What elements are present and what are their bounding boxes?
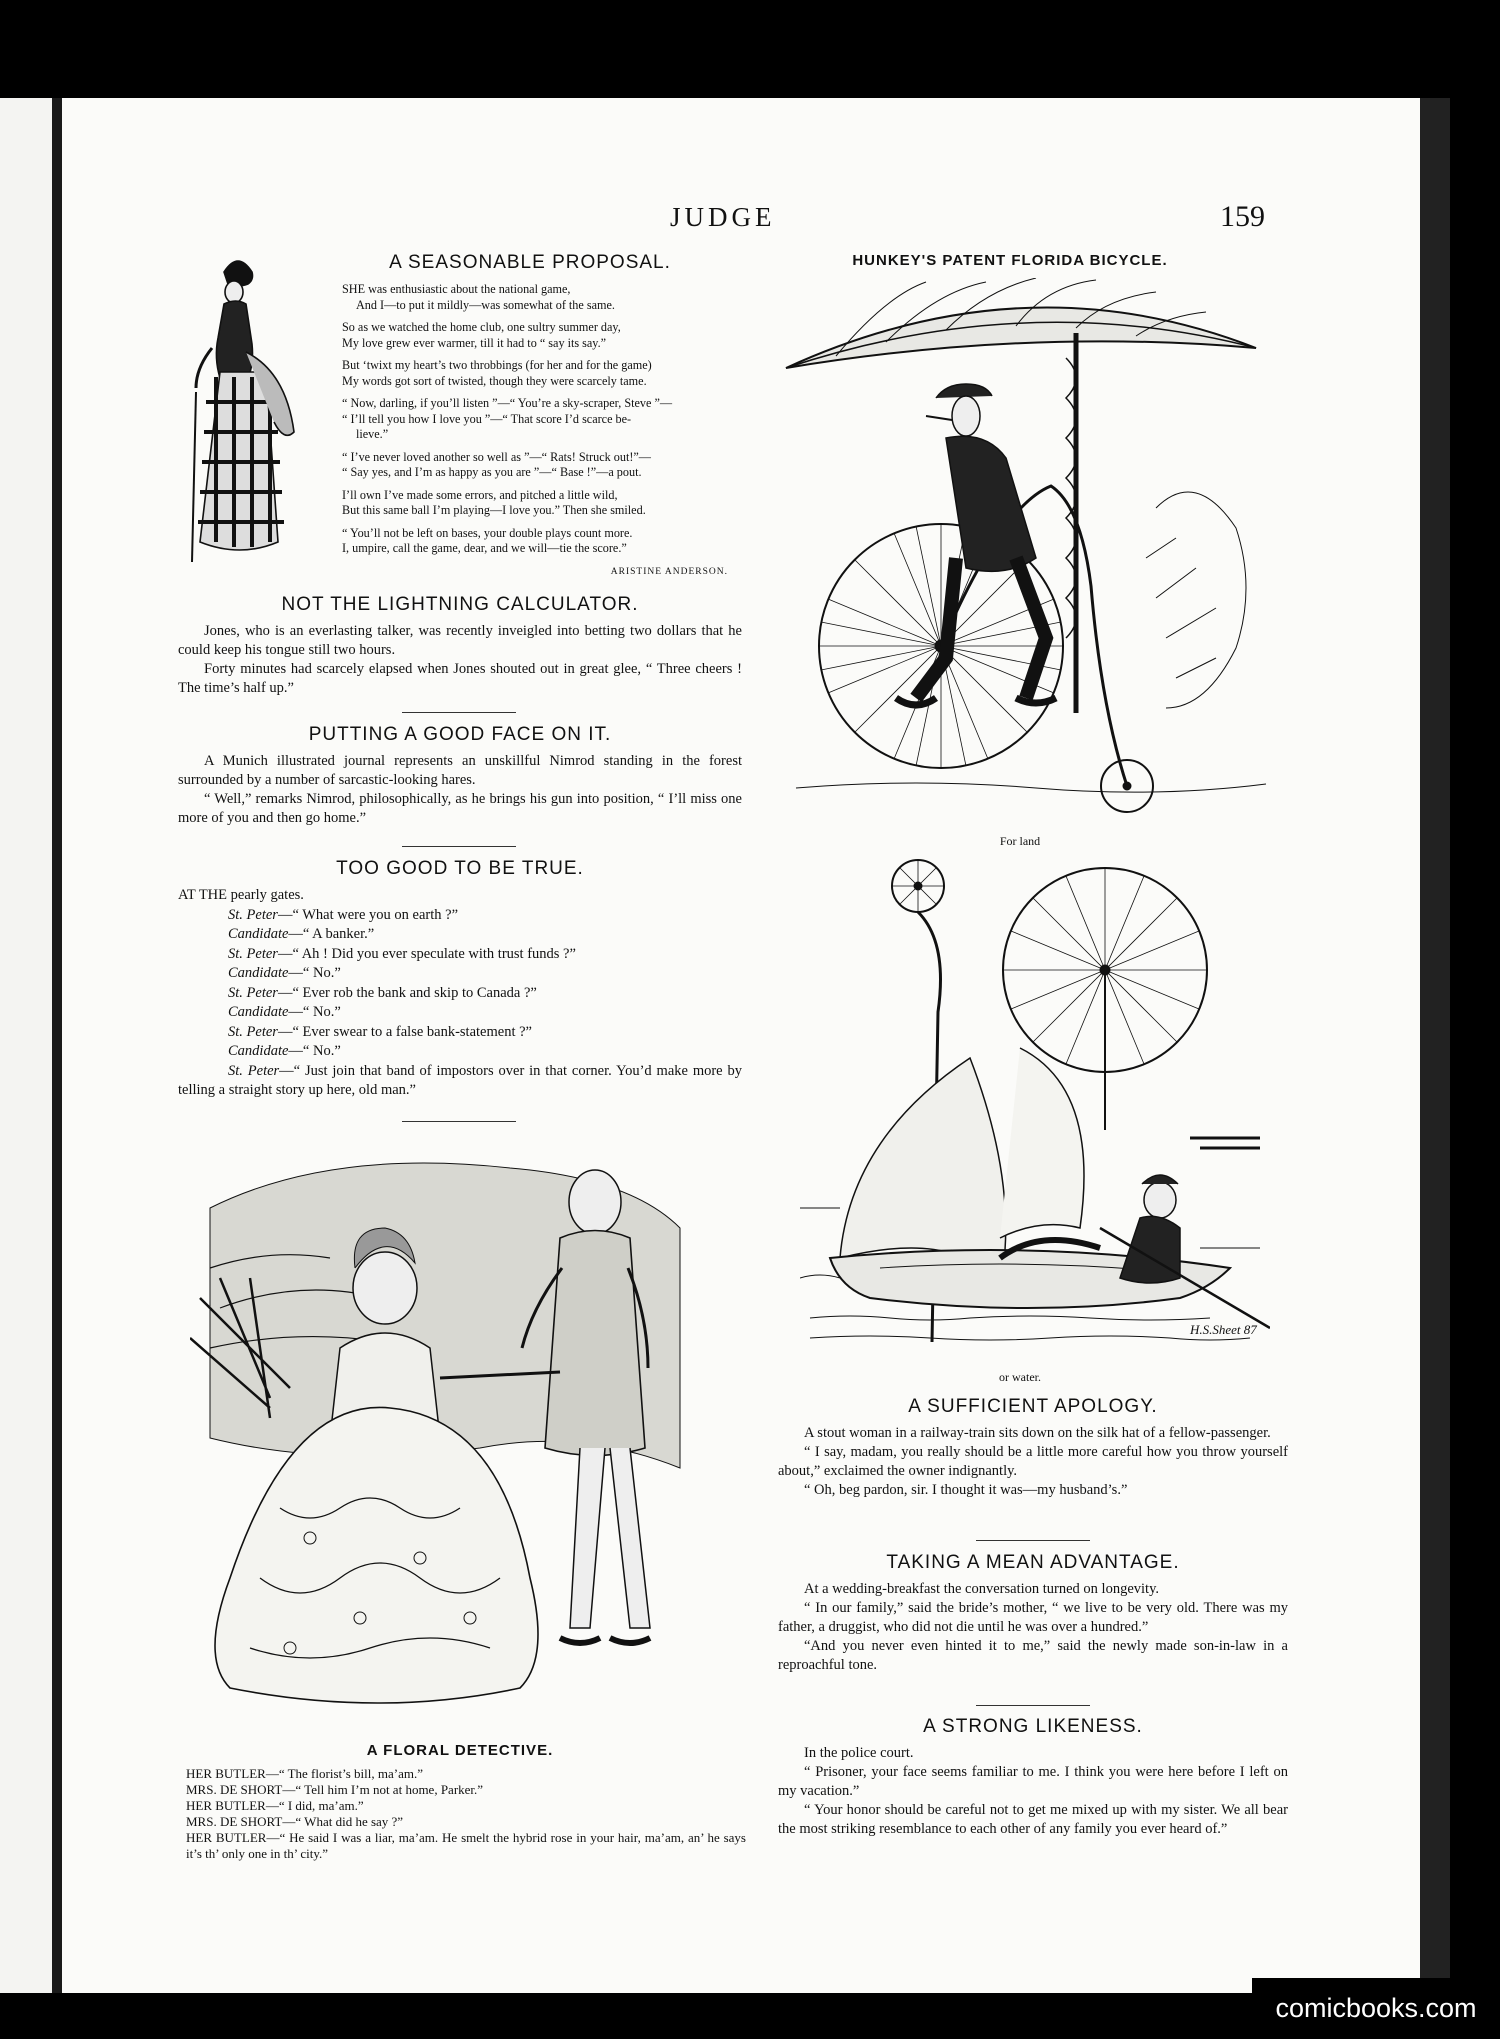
paragraph: “ In our family,” said the bride’s mother, “ we live to be very old. There was my father, a druggist, who did not die until he was over a hundred.”	[778, 1600, 1288, 1635]
poem-line: And I—to put it mildly—was somewhat of the same.	[356, 297, 615, 312]
poem-line: But this same ball I’m playing—I love you.” Then she smiled.	[342, 503, 646, 517]
poem-line: I, umpire, call the game, dear, and we will—tie the score.”	[342, 541, 627, 555]
poem-line: SHE was enthusiastic about the national game,	[342, 282, 571, 296]
dialog-line: MRS. DE SHORT—“ What did he say ?”	[186, 1814, 404, 1829]
dialog-line: Candidate—“ No.”	[228, 1004, 341, 1020]
page-gutter	[52, 98, 62, 1993]
poem-line: I’ll own I’ve made some errors, and pitched a little wild,	[342, 487, 618, 502]
paragraph: In the police court.	[804, 1745, 914, 1761]
caption-land: For land	[999, 834, 1041, 848]
divider	[402, 1121, 516, 1122]
toogood-intro: AT THE pearly gates.	[178, 887, 304, 903]
poem-line: “ You’ll not be left on bases, your double plays count more.	[342, 525, 633, 540]
divider	[976, 1705, 1090, 1706]
likeness-body	[778, 1744, 1288, 1839]
likeness-title: A STRONG LIKENESS.	[923, 1716, 1143, 1737]
masthead: JUDGE	[670, 202, 776, 232]
apology-title: A SUFFICIENT APOLOGY.	[908, 1396, 1158, 1417]
artist-signature: H.S.Sheet 87	[1190, 1322, 1257, 1337]
dialog-line: St. Peter—“ Just join that band of impostors over in that corner. You’d make more by telling a straight story up here, old man.”	[178, 1062, 742, 1098]
mean-body	[778, 1580, 1288, 1675]
bicycle-title: HUNKEY'S PATENT FLORIDA BICYCLE.	[852, 252, 1168, 269]
water-bicycle-illustration	[800, 858, 1270, 1358]
poem-line: “ Say yes, and I’m as happy as you are ”—“ Base !”—a pout.	[342, 465, 642, 479]
stanza	[342, 488, 732, 519]
proposal-author: ARISTINE ANDERSON.	[610, 567, 728, 577]
dialog-line: Candidate—“ A banker.”	[228, 926, 375, 942]
lightning-body	[178, 622, 742, 698]
stanza	[342, 320, 732, 351]
poem-line: “ Now, darling, if you’ll listen ”—“ You’re a sky-scraper, Steve ”—	[342, 396, 673, 410]
paragraph: “ I say, madam, you really should be a little more careful how you throw yourself about,” exclaimed the owner indignantly.	[778, 1444, 1288, 1479]
paragraph: A Munich illustrated journal represents an unskillful Nimrod standing in the forest surrounded by a number of sarcastic-looking hares.	[178, 753, 742, 788]
dialog-line: St. Peter—“ What were you on earth ?”	[228, 906, 459, 923]
poem-line: So as we watched the home club, one sultry summer day,	[342, 320, 621, 334]
divider	[976, 1540, 1090, 1541]
woman-illustration	[176, 252, 316, 572]
poem-line: My words got sort of twisted, though they were scarcely tame.	[342, 373, 647, 388]
dialog-line: St. Peter—“ Ah ! Did you ever speculate with trust funds ?”	[228, 945, 576, 962]
paragraph: “ Your honor should be careful not to get me mixed up with my sister. We all bear the most striking resemblance to each other of any family you ever heard of.”	[778, 1802, 1288, 1837]
mean-title: TAKING A MEAN ADVANTAGE.	[886, 1552, 1180, 1573]
poem-line: But ‘twixt my heart’s two throbbings (for her and for the game)	[342, 358, 652, 372]
dialog-line: HER BUTLER—“ He said I was a liar, ma’am. He smelt the hybrid rose in your hair, ma’am, an’ he says it’s th’ only one in th’ city.”	[186, 1830, 746, 1861]
paragraph: Jones, who is an everlasting talker, was recently inveigled into betting two dollars that he could keep his tongue still two hours.	[178, 623, 742, 658]
apology-body	[778, 1424, 1288, 1500]
toogood-body	[178, 886, 742, 1100]
paragraph: At a wedding-breakfast the conversation turned on longevity.	[804, 1581, 1160, 1597]
poem-line: “ I’ll tell you how I love you ”—“ That score I’d scarce be-	[342, 411, 632, 426]
paragraph: “ Prisoner, your face seems familiar to me. I think you were here before I left on my vacation.”	[778, 1764, 1288, 1799]
stanza	[342, 526, 732, 557]
floral-detective-illustration	[190, 1148, 730, 1738]
dialog-line: Candidate—“ No.”	[228, 965, 341, 981]
goodface-title: PUTTING A GOOD FACE ON IT.	[308, 724, 612, 745]
paragraph: “And you never even hinted it to me,” said the newly made son-in-law in a reproachful tone.	[778, 1638, 1288, 1673]
proposal-title: A SEASONABLE PROPOSAL.	[389, 252, 671, 273]
poem-line: lieve.”	[356, 427, 389, 441]
divider	[402, 846, 516, 847]
paragraph: Forty minutes had scarcely elapsed when Jones shouted out in great glee, “ Three cheers ! The time’s half up.”	[178, 661, 742, 696]
stanza	[342, 282, 732, 313]
dialog-line: St. Peter—“ Ever swear to a false bank-statement ?”	[228, 1023, 532, 1040]
previous-page-edge	[0, 98, 52, 1993]
poem-line: “ I’ve never loved another so well as ”—“ Rats! Struck out!”—	[342, 449, 651, 464]
page-right-edge	[1420, 98, 1450, 1993]
floral-dialog	[186, 1766, 746, 1862]
dialog-line: Candidate—“ No.”	[228, 1043, 341, 1059]
poem-line: My love grew ever warmer, till it had to “ say its say.”	[342, 335, 607, 350]
stanza	[342, 358, 732, 389]
land-bicycle-illustration	[776, 278, 1276, 818]
site-watermark[interactable]: comicbooks.com	[1252, 1978, 1500, 2039]
toogood-title: TOO GOOD TO BE TRUE.	[336, 858, 584, 879]
stanza	[342, 450, 732, 481]
paragraph: “ Well,” remarks Nimrod, philosophically, as he brings his gun into position, “ I’ll miss one more of you and then go home.”	[178, 791, 742, 826]
dialog-line: HER BUTLER—“ I did, ma’am.”	[186, 1798, 364, 1813]
dialog-line: St. Peter—“ Ever rob the bank and skip to Canada ?”	[228, 984, 537, 1001]
lightning-title: NOT THE LIGHTNING CALCULATOR.	[281, 594, 639, 615]
paragraph: “ Oh, beg pardon, sir. I thought it was—my husband’s.”	[804, 1482, 1128, 1498]
goodface-body	[178, 752, 742, 828]
paragraph: A stout woman in a railway-train sits down on the silk hat of a fellow-passenger.	[804, 1425, 1271, 1441]
dialog-line: MRS. DE SHORT—“ Tell him I’m not at home, Parker.”	[186, 1782, 484, 1797]
caption-water: or water.	[999, 1370, 1041, 1384]
page-number: 159	[1220, 200, 1265, 233]
dialog-line: HER BUTLER—“ The florist’s bill, ma’am.”	[186, 1766, 423, 1781]
floral-title: A FLORAL DETECTIVE.	[366, 1742, 554, 1759]
proposal-poem	[342, 282, 732, 557]
divider	[402, 712, 516, 713]
stanza	[342, 396, 732, 443]
